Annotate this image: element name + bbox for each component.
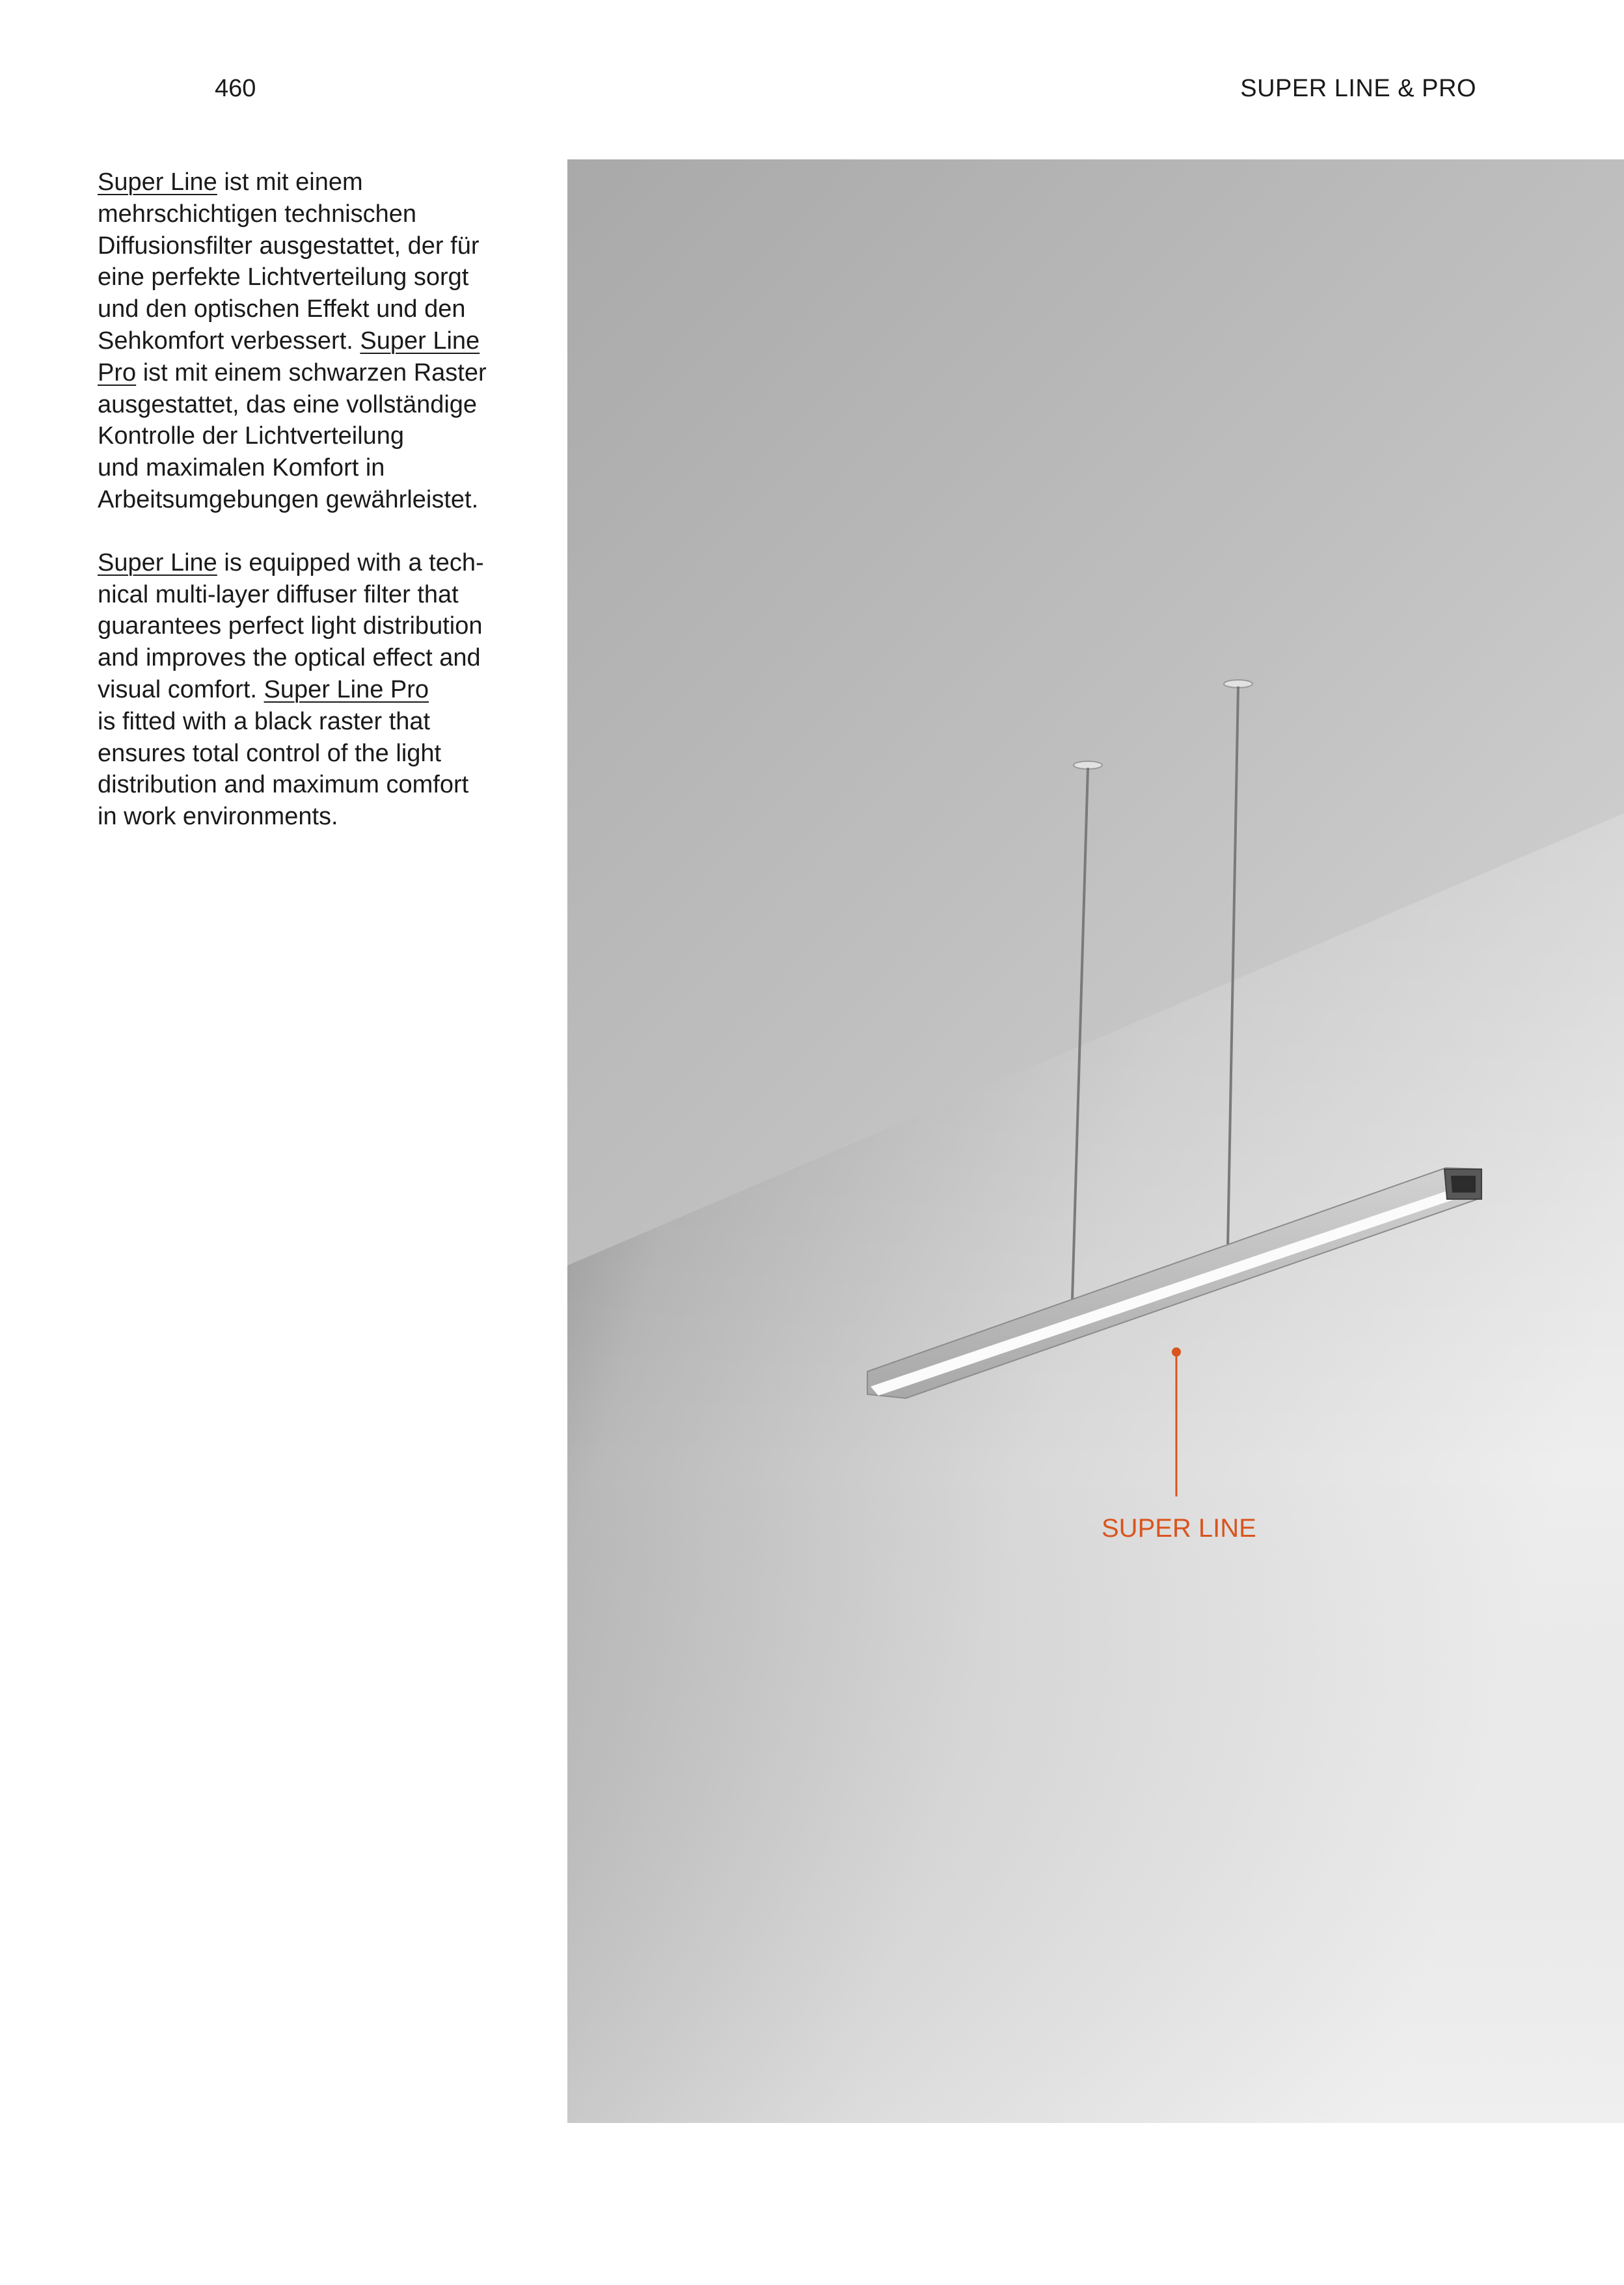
text-fragment: is equipped with a tech- xyxy=(217,548,484,576)
text-line xyxy=(98,547,527,579)
text-line: und maximalen Komfort in xyxy=(98,454,385,482)
callout-label-super-line: SUPER LINE xyxy=(1102,1514,1256,1543)
text-line: Arbeitsumgebungen gewährleistet. xyxy=(98,485,479,513)
product-link-super-line-en[interactable]: Super Line xyxy=(98,548,217,576)
text-line: und den optischen Effekt und den xyxy=(98,295,466,323)
text-fragment: visual comfort. xyxy=(98,675,264,703)
text-fragment: ist mit einem schwarzen Raster xyxy=(136,358,487,386)
text-line: distribution and maximum comfort xyxy=(98,771,469,799)
text-fragment: ist mit einem xyxy=(217,169,363,196)
text-line: Diffusionsfilter ausgestattet, der für xyxy=(98,232,480,260)
text-line: in work environments. xyxy=(98,803,338,831)
text-line xyxy=(98,674,527,706)
callout-dot xyxy=(1172,1347,1181,1357)
text-column xyxy=(98,167,527,864)
text-line xyxy=(98,357,527,389)
text-line: is fitted with a black raster that xyxy=(98,707,431,735)
text-line: and improves the optical effect and xyxy=(98,644,481,672)
text-line: ensures total control of the light xyxy=(98,739,442,767)
text-line xyxy=(98,325,527,357)
product-link-super-line-pro[interactable]: Super Line xyxy=(360,327,480,355)
paragraph-german xyxy=(98,167,527,516)
text-line: ausgestattet, das eine vollständige xyxy=(98,390,478,418)
text-line: nical multi-layer diffuser filter that xyxy=(98,580,459,608)
product-photo xyxy=(567,159,1624,2123)
text-line: mehrschichtigen technischen xyxy=(98,200,417,228)
running-title: SUPER LINE & PRO xyxy=(1240,75,1476,102)
photo-illustration xyxy=(567,159,1624,2123)
text-line: guarantees perfect light distribution xyxy=(98,612,483,640)
text-line xyxy=(98,167,527,198)
text-fragment: Sehkomfort verbessert. xyxy=(98,327,360,355)
product-link-super-line-pro-en[interactable]: Super Line Pro xyxy=(264,675,429,703)
text-line: eine perfekte Lichtverteilung sorgt xyxy=(98,264,469,291)
luminaire-end-cap-inner xyxy=(1451,1176,1476,1193)
product-link-super-line[interactable]: Super Line xyxy=(98,169,217,196)
text-line: Kontrolle der Lichtverteilung xyxy=(98,422,405,450)
product-link-super-line-pro-cont[interactable]: Pro xyxy=(98,358,137,386)
page-number: 460 xyxy=(215,75,256,102)
paragraph-english xyxy=(98,547,527,833)
